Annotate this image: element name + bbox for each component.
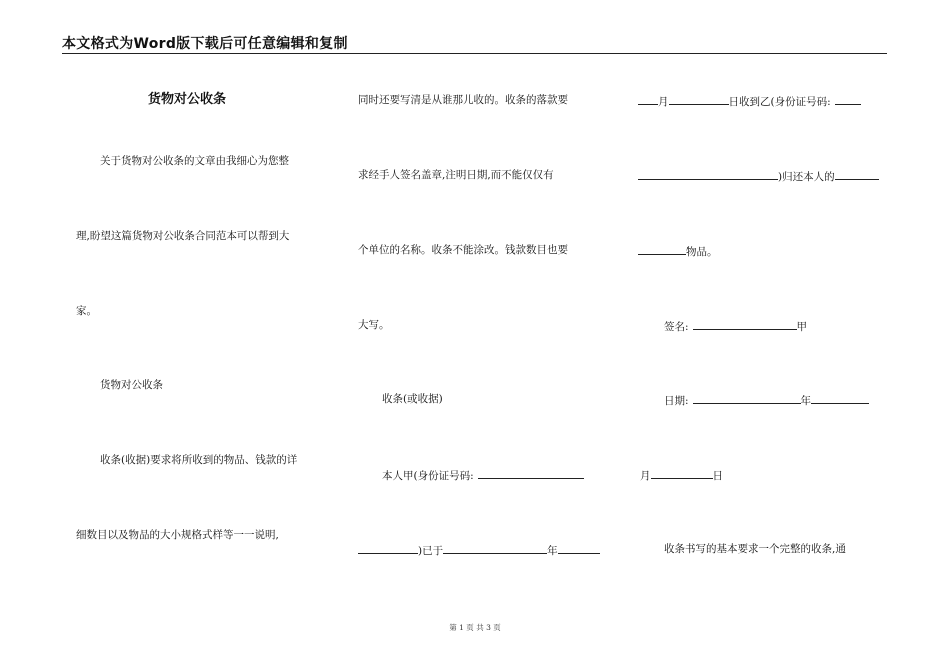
blank-field[interactable] [835, 168, 879, 180]
blank-field[interactable] [358, 542, 418, 554]
page-number: 第 1 页 共 3 页 [449, 623, 501, 632]
text-fragment: 年 [547, 545, 558, 557]
text-fragment: 月 [658, 96, 669, 108]
column-1 [62, 0, 332, 672]
date-label: 日期: [664, 395, 689, 407]
year-field[interactable] [693, 392, 801, 404]
header-text: 本文格式为Word版下载后可任意编辑和复制 [62, 36, 348, 52]
text-fragment: 日收到乙(身份证号码: [728, 96, 831, 108]
column-3 [638, 0, 886, 672]
text-fragment: 日 [712, 470, 723, 482]
date-line [640, 467, 723, 483]
blank-field[interactable] [638, 93, 658, 105]
paragraph-line: 理,盼望这篇货物对公收条合同范本可以帮到大 [76, 230, 290, 242]
paragraph-line: 大写。 [358, 319, 390, 331]
day-field[interactable] [651, 467, 713, 479]
text-fragment: 年 [800, 395, 812, 407]
paragraph-line: 细数目以及物品的大小规格式样等一一说明, [76, 529, 279, 541]
receipt-line [358, 542, 600, 558]
receipt-line [638, 243, 718, 259]
blank-field[interactable] [478, 467, 584, 479]
blank-field[interactable] [811, 392, 869, 404]
receipt-line [638, 168, 879, 184]
paragraph-line: 家。 [76, 305, 97, 317]
paragraph-line: 个单位的名称。收条不能涂改。钱款数目也要 [358, 244, 568, 256]
signature-line [664, 318, 807, 334]
paragraph-line: 收条书写的基本要求一个完整的收条,通 [664, 543, 846, 555]
text-fragment: 物品。 [686, 246, 718, 258]
blank-field[interactable] [558, 542, 600, 554]
paragraph-line: 同时还要写清是从谁那儿收的。收条的落款要 [358, 94, 568, 106]
text-fragment: 甲 [796, 321, 808, 333]
paragraph-line: 求经手人签名盖章,注明日期,而不能仅仅有 [358, 169, 554, 181]
blank-field[interactable] [638, 168, 778, 180]
receipt-line [638, 93, 861, 109]
blank-field[interactable] [638, 243, 686, 255]
blank-field[interactable] [669, 93, 729, 105]
date-line [664, 392, 869, 408]
receipt-line [382, 467, 584, 483]
paragraph-line: 收条(收据)要求将所收到的物品、钱款的详 [100, 454, 298, 466]
id-label: 本人甲(身份证号码: [382, 470, 474, 482]
receipt-heading: 收条(或收据) [382, 393, 443, 405]
section-heading: 货物对公收条 [100, 379, 163, 391]
text-fragment: )归还本人的 [778, 171, 835, 183]
blank-field[interactable] [443, 542, 547, 554]
signature-label: 签名: [664, 321, 689, 333]
column-2 [358, 0, 608, 672]
text-fragment: 月 [640, 470, 651, 482]
signature-field[interactable] [693, 318, 797, 330]
document-title: 货物对公收条 [148, 92, 227, 107]
blank-field[interactable] [835, 93, 861, 105]
text-fragment: )已于 [418, 545, 444, 557]
paragraph-line: 关于货物对公收条的文章由我细心为您整 [100, 155, 289, 167]
